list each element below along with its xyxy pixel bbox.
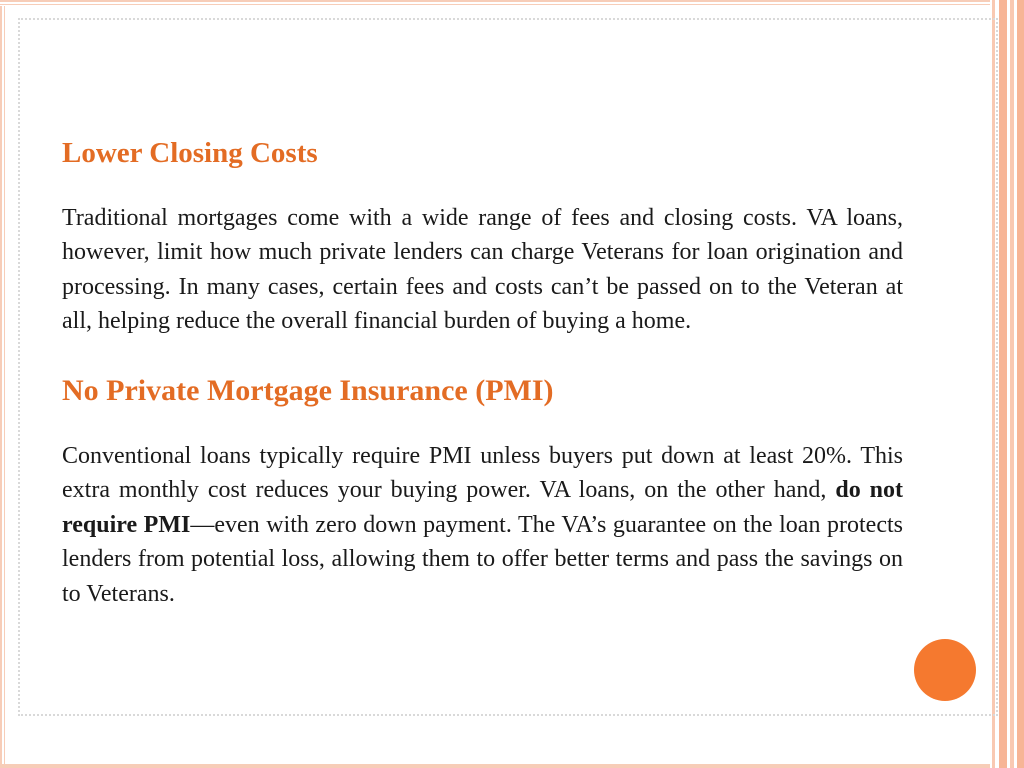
- bottom-border-decoration: [0, 764, 1024, 768]
- pmi-body-text-start: Conventional loans typically require PMI unless buyers put down at least 20%. This extra monthly cost reduces your buying power. VA loans, on the other hand,: [62, 442, 903, 504]
- top-border-decoration: [0, 0, 1024, 6]
- section-body-pmi: [62, 439, 903, 612]
- orange-circle-decoration: [914, 639, 976, 701]
- left-border-decoration: [0, 0, 8, 768]
- section-body-closing-costs: Traditional mortgages come with a wide range of fees and closing costs. VA loans, however, limit how much private lenders can charge Veterans for loan origination and processing. In many cases, certain fees and costs can’t be passed on to the Veteran at all, helping reduce the overall financial burden of buying a home.: [62, 204, 903, 335]
- slide-content: [62, 136, 903, 611]
- pmi-body-emphasis: do not require PMI: [62, 477, 903, 538]
- pmi-body-text-end: —even with zero down payment. The VA’s guarantee on the loan protects lenders from potential loss, allowing them to offer better terms and pass the savings on to Veterans.: [62, 511, 903, 607]
- section-heading-pmi: No Private Mortgage Insurance (PMI): [62, 373, 554, 407]
- section-heading-closing-costs: Lower Closing Costs: [62, 137, 318, 169]
